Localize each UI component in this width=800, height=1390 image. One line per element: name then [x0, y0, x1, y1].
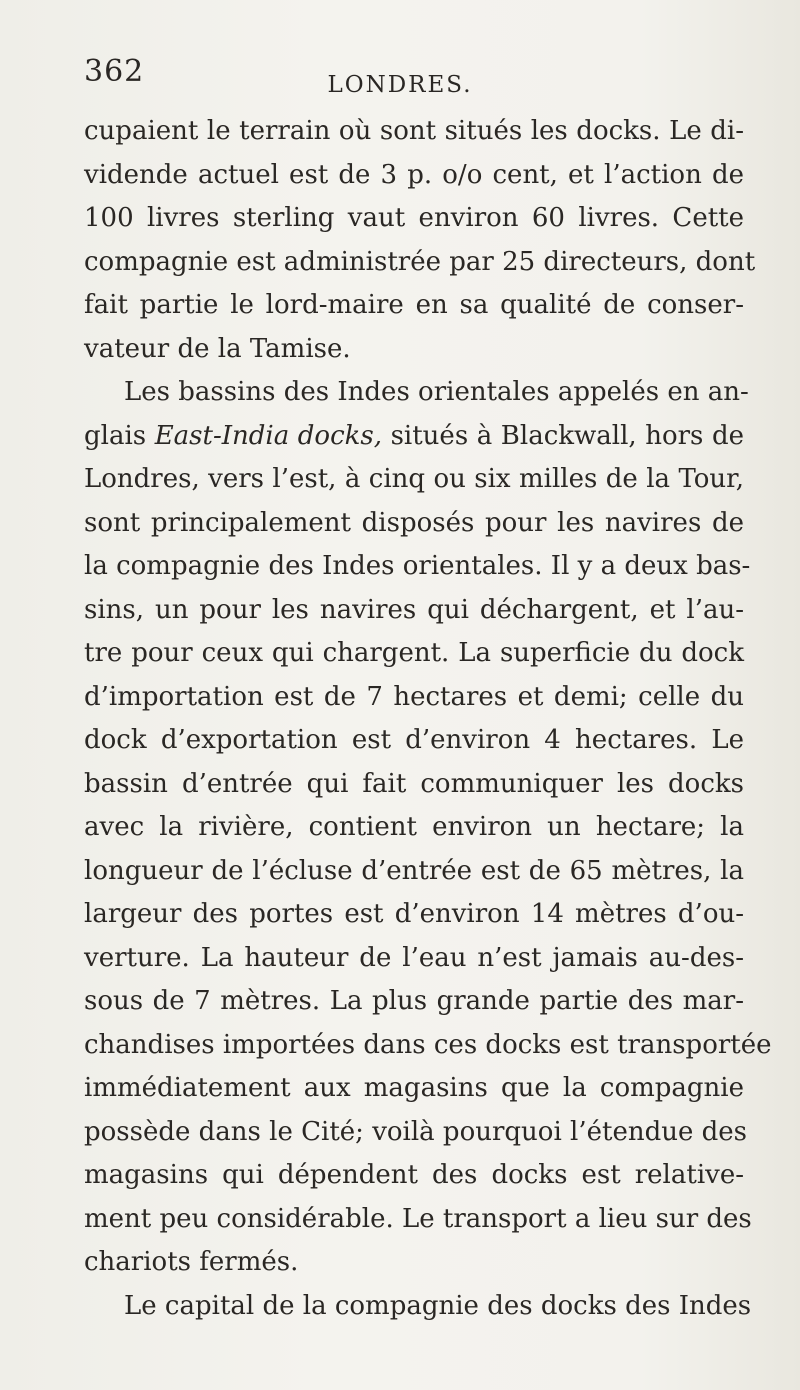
running-head: LONDRES.: [327, 72, 473, 98]
text-segment: situés à Blackwall, hors de: [382, 420, 744, 451]
text-line: ment peu considérable. Le transport a lieu sur des: [84, 1203, 752, 1234]
text-line: sous de 7 mètres. La plus grande partie des mar-: [84, 986, 744, 1016]
text-line: chariots fermés.: [84, 1247, 299, 1277]
text-segment: glais: [84, 420, 155, 451]
body-text: [84, 110, 772, 1328]
text-line: avec la rivière, contient environ un hectare; la: [84, 812, 744, 842]
text-line: verture. La hauteur de l’eau n’est jamais au-des-: [84, 942, 744, 973]
text-line: possède dans le Cité; voilà pourquoi l’étendue des: [84, 1116, 747, 1147]
text-line: compagnie est administrée par 25 directeurs, dont: [84, 246, 756, 277]
text-line: cupaient le terrain où sont situés les docks. Le di-: [84, 116, 744, 146]
text-line: 100 livres sterling vaut environ 60 livres. Cette: [84, 203, 744, 233]
text-line: chandises importées dans ces docks est transportée: [84, 1029, 772, 1060]
text-line: Les bassins des Indes orientales appelés en an-: [124, 377, 749, 407]
text-line: fait partie le lord-maire en sa qualité de conser-: [84, 290, 744, 320]
text-line: la compagnie des Indes orientales. Il y a deux bas-: [84, 551, 751, 581]
text-line: largeur des portes est d’environ 14 mètres d’ou-: [84, 899, 744, 929]
text-line: vidende actuel est de 3 p. o/o cent, et l’action de: [84, 159, 744, 190]
text-line: immédiatement aux magasins que la compagnie: [84, 1073, 744, 1103]
text-line: vateur de la Tamise.: [84, 333, 351, 364]
text-line: Le capital de la compagnie des docks des Indes: [124, 1290, 752, 1321]
text-line: sont principalement disposés pour les navires de: [84, 507, 744, 538]
text-line: magasins qui dépendent des docks est relative-: [84, 1160, 744, 1190]
text-line: [84, 415, 744, 459]
text-line: longueur de l’écluse d’entrée est de 65 mètres, la: [84, 855, 744, 886]
italic-term: East-India docks,: [154, 420, 383, 451]
text-line: Londres, vers l’est, à cinq ou six milles de la Tour,: [84, 464, 744, 494]
text-line: bassin d’entrée qui fait communiquer les docks: [84, 768, 744, 799]
page-number: 362: [84, 54, 145, 89]
text-line: d’importation est de 7 hectares et demi; celle du: [84, 681, 744, 712]
text-line: sins, un pour les navires qui déchargent, et l’au-: [84, 594, 744, 625]
text-line: tre pour ceux qui chargent. La superficie du dock: [84, 638, 744, 668]
text-line: dock d’exportation est d’environ 4 hectares. Le: [84, 725, 744, 755]
